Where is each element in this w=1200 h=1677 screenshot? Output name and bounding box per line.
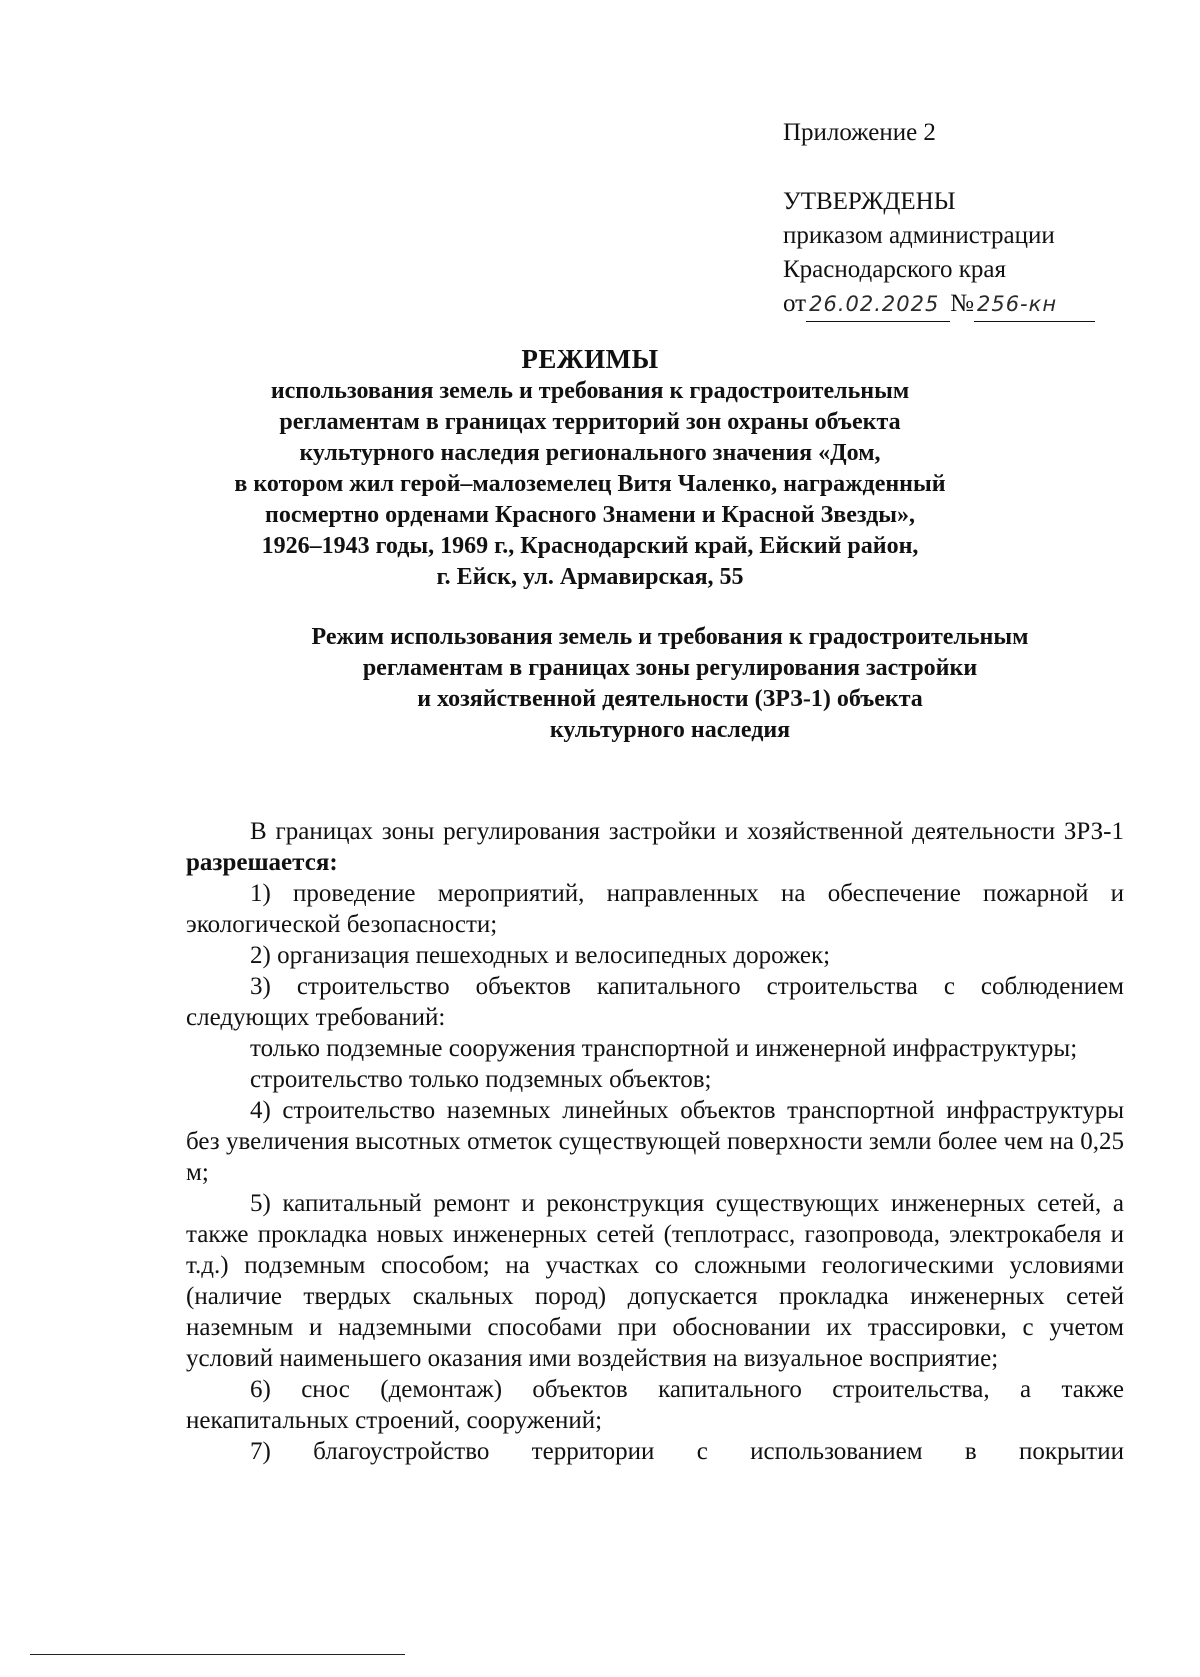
list-item-5: 5) капитальный ремонт и реконструкция существующих инженерных сетей, а также прокладка новых инженерных сетей (теплотрасс, газопровода, электрокабеля и т.д.) подземным способом; на участках со сложными геологическими условиями (наличие твердых скальных пород) допускается прокладка инженерных сетей наземным и надземными способами при обосновании их трассировки, с учетом условий наименьшего оказания ими воздействия на визуальное восприятие; — [186, 1190, 1124, 1372]
intro-paragraph — [186, 816, 1124, 878]
list-item-6: 6) снос (демонтаж) объектов капитального строительства, а также некапитальных строений, сооружений; — [186, 1376, 1124, 1434]
appendix-label: Приложение 2 — [783, 119, 936, 146]
section-title — [270, 622, 1070, 746]
list-item-2: 2) организация пешеходных и велосипедных дорожек; — [250, 942, 831, 969]
title-line: культурного наследия регионального значения «Дом, — [299, 440, 881, 466]
list-item-1: 1) проведение мероприятий, направленных на обеспечение пожарной и экологической безопасности; — [186, 880, 1124, 938]
list-item-7: 7) благоустройство территории с использованием в покрытии — [250, 1438, 1124, 1465]
title-line: посмертно орденами Красного Знамени и Красной Звезды», — [265, 502, 915, 528]
approval-line-1: приказом администрации — [783, 222, 1055, 249]
list-item-3: 3) строительство объектов капитального строительства с соблюдением следующих требований: — [186, 973, 1124, 1031]
list-item-4: 4) строительство наземных линейных объектов транспортной инфраструктуры без увеличения высотных отметок существующей поверхности земли более чем на 0,25 м; — [186, 1097, 1124, 1186]
intro-bold: разрешается: — [186, 849, 338, 876]
handwritten-date: 26.02.2025 — [806, 287, 950, 322]
approval-block — [783, 185, 1095, 322]
handwritten-number: 256-кн — [974, 287, 1095, 322]
intro-text: В границах зоны регулирования застройки и хозяйственной деятельности ЗРЗ-1 — [250, 818, 1124, 845]
section-title-line: и хозяйственной деятельности (ЗРЗ-1) объекта — [417, 686, 923, 712]
title-line: г. Ейск, ул. Армавирская, 55 — [436, 564, 744, 590]
section-title-line: культурного наследия — [549, 717, 791, 743]
section-title-line: регламентам в границах зоны регулирования застройки — [362, 655, 978, 681]
title-line: использования земель и требования к градостроительным — [270, 378, 910, 404]
number-prefix: № — [950, 290, 974, 317]
footnote-rule — [30, 1654, 405, 1655]
title-line: регламентам в границах территорий зон охраны объекта — [279, 409, 901, 435]
document-title — [180, 342, 1000, 593]
approval-heading: УТВЕРЖДЕНЫ — [783, 188, 956, 215]
date-prefix: от — [783, 290, 807, 317]
title-line: в котором жил герой–малоземелец Витя Чаленко, награжденный — [234, 471, 946, 497]
section-title-line: Режим использования земель и требования к градостроительным — [311, 624, 1029, 650]
approval-line-2: Краснодарского края — [783, 256, 1006, 283]
list-item-3b: строительство только подземных объектов; — [250, 1066, 712, 1093]
approval-date-number — [783, 287, 1095, 322]
list-item-3a: только подземные сооружения транспортной и инженерной инфраструктуры; — [250, 1035, 1078, 1062]
title-main: РЕЖИМЫ — [521, 344, 659, 374]
body-text — [186, 816, 1124, 1467]
title-line: 1926–1943 годы, 1969 г., Краснодарский край, Ейский район, — [261, 533, 919, 559]
